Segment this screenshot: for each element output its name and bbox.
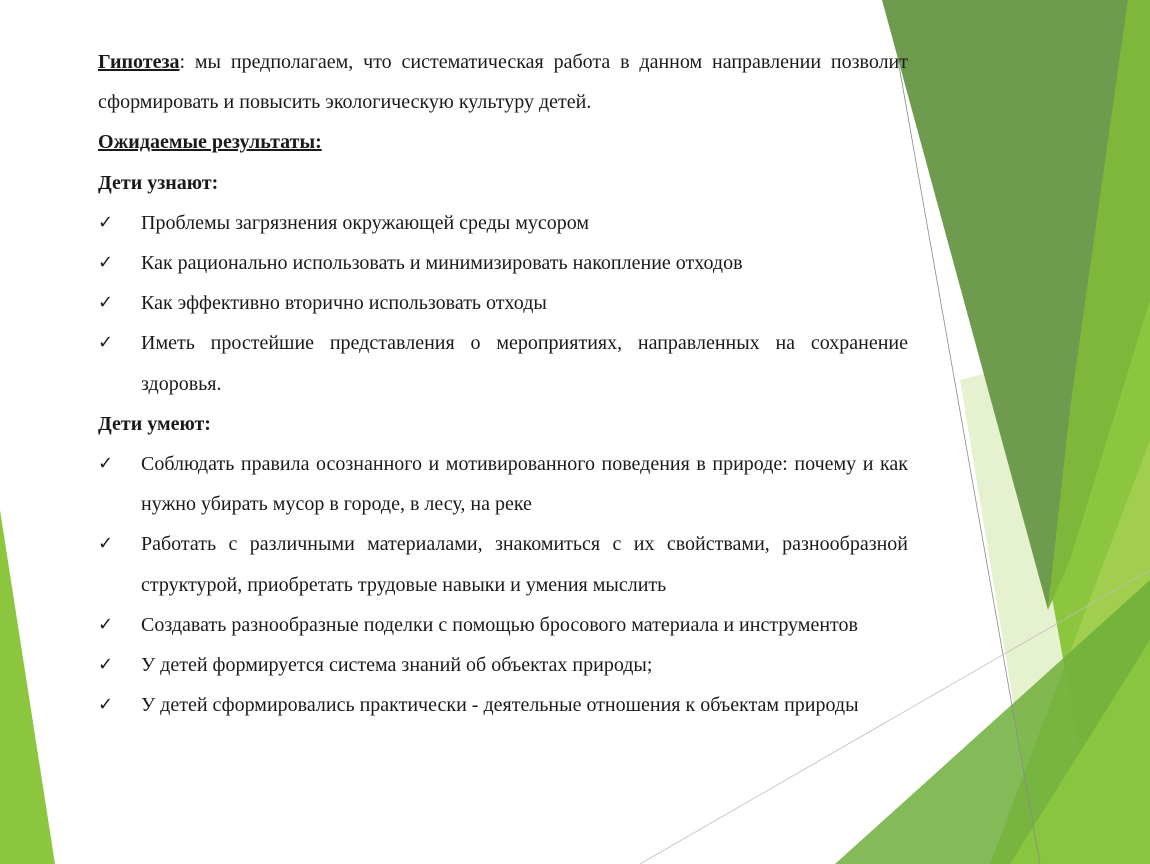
list-item-text: У детей сформировались практически - деятельные отношения к объектам природы xyxy=(141,694,859,717)
hypothesis-label: Гипотеза xyxy=(98,51,180,73)
children-know-heading: Дети узнают: xyxy=(98,171,219,194)
list-item xyxy=(98,323,908,403)
list-item-text: Проблемы загрязнения окружающей среды мусором xyxy=(141,211,590,234)
slide-content xyxy=(98,42,908,725)
list-item-text: У детей формируется система знаний об объектах природы; xyxy=(141,654,653,677)
expected-results-heading: Ожидаемые результаты: xyxy=(98,131,322,154)
checkmark-icon: ✓ xyxy=(98,453,114,475)
list-item xyxy=(98,524,908,604)
hypothesis-paragraph xyxy=(98,42,908,122)
checkmark-icon: ✓ xyxy=(98,694,114,716)
children-can-heading: Дети умеют: xyxy=(98,412,211,435)
children-can-list xyxy=(98,444,908,725)
list-item-text: Работать с различными материалами, знакомиться с их свойствами, разнообразной структурой, приобретать трудовые навыки и умения мыслить xyxy=(141,533,908,596)
checkmark-icon: ✓ xyxy=(98,613,114,635)
list-item xyxy=(98,605,908,645)
list-item xyxy=(98,685,908,725)
list-item xyxy=(98,283,908,323)
list-item xyxy=(98,444,908,524)
list-item-text: Как эффективно вторично использовать отходы xyxy=(141,292,547,315)
list-item xyxy=(98,645,908,685)
hypothesis-text: : мы предполагаем, что систематическая работа в данном направлении позволит сформировать и повысить экологическую культуру детей. xyxy=(98,51,908,114)
checkmark-icon: ✓ xyxy=(98,211,114,233)
list-item-text: Как рационально использовать и минимизировать накопление отходов xyxy=(141,252,743,275)
checkmark-icon: ✓ xyxy=(98,252,114,274)
checkmark-icon: ✓ xyxy=(98,533,114,555)
list-item-text: Иметь простейшие представления о мероприятиях, направленных на сохранение здоровья. xyxy=(141,332,908,395)
list-item-text: Создавать разнообразные поделки с помощью бросового материала и инструментов xyxy=(141,613,858,636)
list-item xyxy=(98,203,908,243)
children-know-list xyxy=(98,203,908,404)
list-item-text: Соблюдать правила осознанного и мотивированного поведения в природе: почему и как нужно убирать мусор в городе, в лесу, на реке xyxy=(141,453,908,516)
checkmark-icon: ✓ xyxy=(98,292,114,314)
left-green-sliver xyxy=(0,510,55,864)
list-item xyxy=(98,243,908,283)
checkmark-icon: ✓ xyxy=(98,332,114,354)
checkmark-icon: ✓ xyxy=(98,654,114,676)
